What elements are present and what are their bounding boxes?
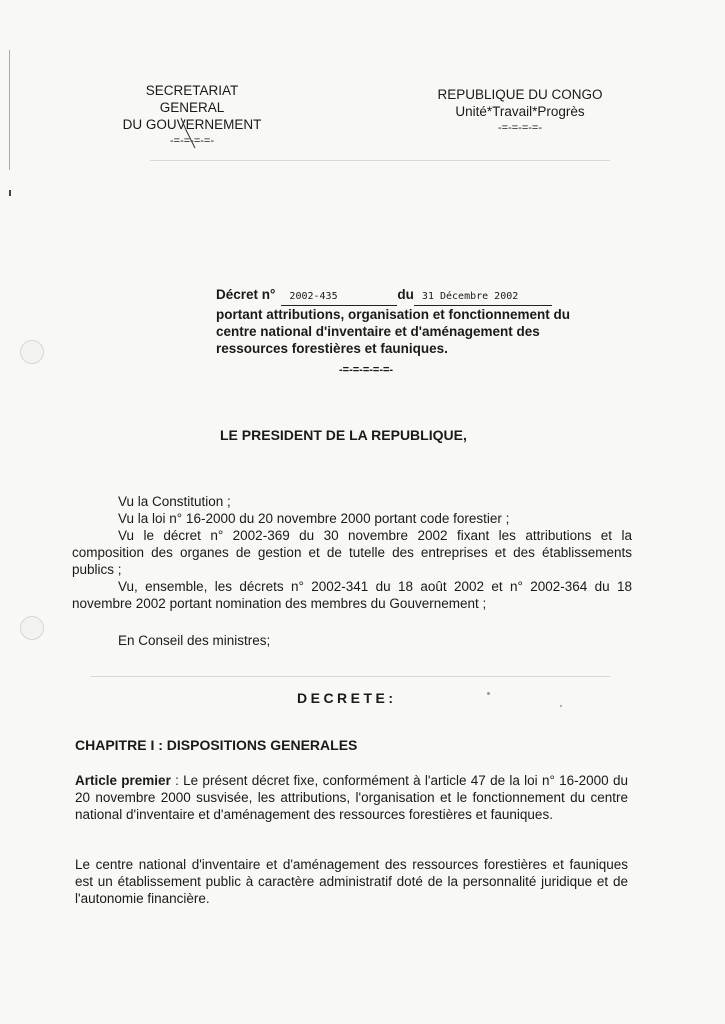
article-label: Article premier xyxy=(75,773,171,788)
council-line: En Conseil des ministres; xyxy=(118,633,271,648)
punch-hole xyxy=(20,340,44,364)
decree-number-line xyxy=(216,286,636,306)
article-text: : Le présent décret fixe, conformément à l'article 47 de la loi n° 16-2000 du 20 novembre 2000 susvisée, les attributions, l'organisation et le fonctionnement du centre national d'inventaire et d'aménagement des ressources forestières et fauniques. xyxy=(75,773,628,822)
visa-government-decrees: Vu, ensemble, les décrets n° 2002-341 du 18 août 2002 et n° 2002-364 du 18 novembre 2002 portant nomination des membres du Gouvernement ; xyxy=(72,579,632,611)
decree-label: Décret n° xyxy=(216,287,276,302)
scan-artifact xyxy=(150,160,610,161)
header-right-line2: Unité*Travail*Progrès xyxy=(455,104,585,119)
paragraph-legal-status: Le centre national d'inventaire et d'aménagement des ressources forestières et fauniques est un établissement public à caractère administratif doté de la personnalité juridique et de l'autonomie financière. xyxy=(75,857,628,906)
decree-du-label: du xyxy=(397,287,414,302)
decree-subject-line1: portant attributions, organisation et fonctionnement du xyxy=(216,307,570,322)
header-left-ornament: -=-=-=-=- xyxy=(169,135,214,147)
decree-subject-line3: ressources forestières et fauniques. xyxy=(216,341,448,356)
scan-speck xyxy=(560,705,562,707)
header-left-line2: DU GOUVERNEMENT xyxy=(122,117,262,132)
scan-artifact xyxy=(90,676,610,677)
punch-hole xyxy=(20,616,44,640)
scan-speck xyxy=(487,692,490,695)
header-right-ornament: -=-=-=-=- xyxy=(497,122,542,134)
visa-decree-2002-369: Vu le décret n° 2002-369 du 30 novembre 2002 fixant les attributions et la composition des organes de gestion et de tutelle des entreprises et des établissements publics ; xyxy=(72,528,632,577)
handwritten-slash-mark xyxy=(178,116,198,150)
decree-title-block xyxy=(216,286,636,357)
visa-constitution: Vu la Constitution ; xyxy=(118,494,231,509)
decree-number: 2002-435 xyxy=(281,291,397,306)
president-heading: LE PRESIDENT DE LA REPUBLIQUE, xyxy=(220,427,467,443)
visas-block xyxy=(72,493,632,612)
header-left-line1: SECRETARIAT GENERAL xyxy=(145,83,239,115)
header-right-block xyxy=(425,86,615,135)
decree-date: 31 Décembre 2002 xyxy=(414,291,552,306)
visa-forest-code: Vu la loi n° 16-2000 du 20 novembre 2000 portant code forestier ; xyxy=(118,511,510,526)
decree-ornament: -=-=-=-=-=- xyxy=(339,364,394,376)
header-right-line1: REPUBLIQUE DU CONGO xyxy=(437,87,603,102)
chapter-heading: CHAPITRE I : DISPOSITIONS GENERALES xyxy=(75,737,358,753)
scan-edge-mark xyxy=(9,190,11,196)
scan-edge-mark xyxy=(9,50,10,170)
decrete-heading: DECRETE: xyxy=(297,690,397,706)
decree-subject-line2: centre national d'inventaire et d'aménagement des xyxy=(216,324,540,339)
article-premier xyxy=(75,772,628,823)
